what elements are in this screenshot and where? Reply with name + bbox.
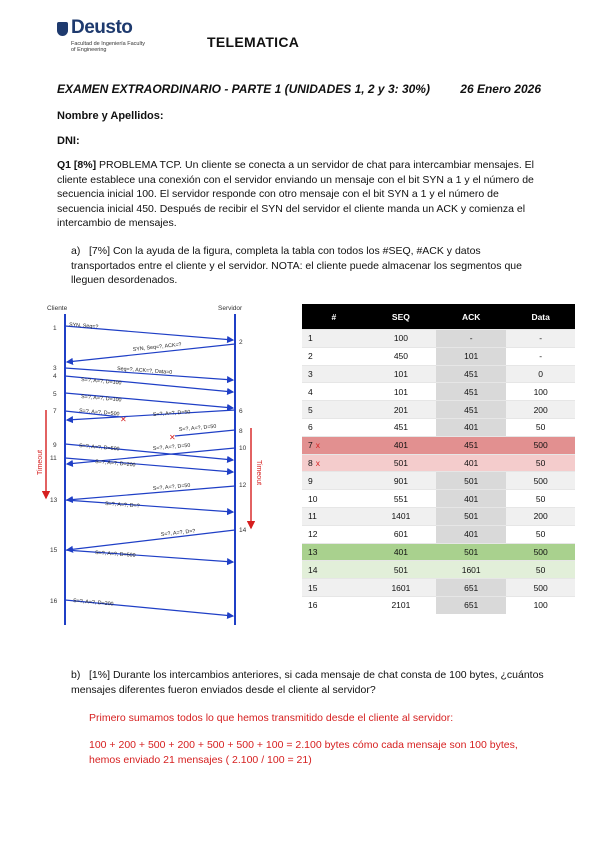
ack-cell-value: - [469, 333, 473, 344]
msg-label: S=?, A=?, D=50 [152, 409, 191, 418]
data-cell [506, 330, 575, 348]
ack-cell [436, 579, 506, 597]
row-number-value: 4 [308, 386, 313, 397]
seq-ack-table [302, 304, 575, 614]
ack-cell-value: 451 [464, 386, 479, 397]
ack-cell-value: 401 [464, 422, 479, 433]
table-row [302, 525, 575, 543]
right-num: 2 [239, 339, 243, 346]
data-cell-value: 50 [535, 422, 546, 433]
lost-marker-icon: x [315, 440, 320, 451]
left-num: 3 [53, 365, 57, 372]
qa-label: [7%] [89, 245, 111, 257]
seq-cell-value: 201 [393, 404, 408, 415]
right-num: 14 [239, 527, 247, 534]
table-row [302, 383, 575, 401]
seq-cell [366, 383, 436, 401]
ack-cell [436, 543, 506, 561]
data-cell [506, 525, 575, 543]
row-number [302, 490, 366, 508]
msg-label: S=?, A=?, D=50 [178, 423, 217, 433]
arrow-11 [65, 458, 233, 472]
ack-cell-value: 101 [464, 351, 479, 362]
table-row [302, 596, 575, 613]
data-cell [506, 561, 575, 579]
data-cell-value: 100 [533, 600, 548, 611]
table-row [302, 401, 575, 419]
msg-label: S=?, A=?, D=? [160, 528, 196, 538]
row-number [302, 365, 366, 383]
seq-cell-value: 901 [393, 475, 408, 486]
ack-cell [436, 525, 506, 543]
seq-cell [366, 347, 436, 365]
row-number [302, 543, 366, 561]
row-number [302, 579, 366, 597]
data-cell [506, 454, 575, 472]
answer-line-2: 100 + 200 + 500 + 200 + 500 + 500 + 100 = 2.100 bytes cómo cada mensaje son 100 bytes, hemos enviado 21 mensajes ( 2.100 / 100 = 21) [89, 739, 518, 766]
page-title: TELEMATICA [207, 34, 300, 50]
arrow-15 [65, 550, 233, 562]
msg-label: SYN, Seq=? [68, 322, 99, 331]
msg-label: S=?, A=?, D=200 [94, 459, 136, 469]
data-cell [506, 490, 575, 508]
ack-cell [436, 330, 506, 348]
ack-cell-value: 401 [464, 457, 479, 468]
table-row [302, 490, 575, 508]
col-header: SEQ [366, 304, 436, 330]
data-cell-value: - [539, 333, 543, 344]
row-number-value: 10 [308, 493, 318, 504]
row-number [302, 454, 366, 472]
msg-label: S=?, A=?, D=500 [78, 443, 120, 453]
seq-cell-value: 2101 [391, 600, 411, 611]
q1-label: Q1 [8%] [57, 159, 97, 171]
qb-label: [1%] [89, 669, 111, 681]
ack-cell [436, 418, 506, 436]
seq-cell [366, 418, 436, 436]
table-row [302, 365, 575, 383]
seq-cell [366, 490, 436, 508]
data-cell-value: 500 [533, 475, 548, 486]
msg-label: S=?, A=?, D=50 [152, 442, 191, 452]
server-label: Servidor [218, 305, 243, 312]
seq-cell [366, 579, 436, 597]
table-row [302, 472, 575, 490]
exam-title: EXAMEN EXTRAORDINARIO - PARTE 1 (UNIDADES 1, 2 y 3: 30%) [57, 82, 430, 96]
data-cell-value: 200 [533, 511, 548, 522]
table-header-row [302, 304, 575, 330]
data-cell [506, 383, 575, 401]
row-number-value: 14 [308, 564, 318, 575]
ack-cell-value: 401 [464, 493, 479, 504]
msg-label: S=?, A=?, D=500 [94, 550, 136, 559]
seq-cell-value: 1601 [391, 582, 411, 593]
row-number-value: 7 [308, 440, 313, 451]
row-number [302, 330, 366, 348]
seq-cell [366, 401, 436, 419]
name-label: Nombre y Apellidos: [57, 110, 164, 122]
table-row [302, 507, 575, 525]
row-number [302, 507, 366, 525]
tcp-sequence-diagram [33, 300, 262, 630]
seq-cell-value: 101 [393, 386, 408, 397]
left-num: 9 [53, 442, 57, 449]
left-num: 4 [53, 373, 57, 380]
msg-label: S=?, A=?, D=200 [72, 598, 114, 608]
left-num: 15 [50, 547, 58, 554]
seq-cell-value: 1401 [391, 511, 411, 522]
ack-cell-value: 451 [464, 368, 479, 379]
data-cell-value: 50 [535, 529, 546, 540]
ack-cell-value: 501 [464, 511, 479, 522]
row-number [302, 596, 366, 613]
seq-cell [366, 454, 436, 472]
seq-cell-value: 450 [393, 351, 408, 362]
left-num: 16 [50, 598, 58, 605]
left-num: 5 [53, 391, 57, 398]
qb-mark: b) [71, 669, 81, 681]
row-number-value: 15 [308, 582, 318, 593]
ack-cell-value: 451 [464, 404, 479, 415]
ack-cell-value: 651 [464, 600, 479, 611]
seq-cell [366, 543, 436, 561]
seq-cell-value: 501 [393, 564, 408, 575]
loss-x-icon: ✕ [169, 433, 176, 442]
question-1 [57, 158, 545, 231]
ack-cell [436, 436, 506, 454]
ack-cell [436, 507, 506, 525]
data-cell [506, 472, 575, 490]
ack-cell [436, 454, 506, 472]
row-number-value: 13 [308, 546, 318, 557]
row-number [302, 525, 366, 543]
seq-cell [366, 507, 436, 525]
right-num: 10 [239, 445, 247, 452]
msg-label: S=?, A=?, D=100 [80, 377, 122, 387]
data-cell [506, 365, 575, 383]
data-cell [506, 401, 575, 419]
seq-cell-value: 451 [393, 422, 408, 433]
row-number [302, 472, 366, 490]
arrow-13 [65, 500, 233, 512]
data-cell [506, 543, 575, 561]
data-cell [506, 579, 575, 597]
ack-cell [436, 596, 506, 613]
ack-cell [436, 561, 506, 579]
ack-cell-value: 501 [464, 475, 479, 486]
table-row [302, 330, 575, 348]
left-num: 13 [50, 497, 58, 504]
logo-name: Deusto [71, 17, 133, 38]
row-number [302, 383, 366, 401]
table-row [302, 436, 575, 454]
row-number [302, 561, 366, 579]
row-number-value: 8 [308, 457, 313, 468]
msg-label: SYN, Seq=?, ACK=? [132, 341, 182, 353]
data-cell [506, 436, 575, 454]
ack-cell-value: 501 [464, 546, 479, 557]
row-number-value: 12 [308, 529, 318, 540]
client-label: Cliente [47, 305, 68, 312]
row-number-value: 9 [308, 475, 313, 486]
exam-header [57, 82, 547, 96]
right-num: 12 [239, 482, 247, 489]
data-cell [506, 418, 575, 436]
seq-cell [366, 525, 436, 543]
data-cell-value: 500 [533, 546, 548, 557]
row-number-value: 3 [308, 368, 313, 379]
logo-subtitle: Facultad de Ingeniería Faculty of Engineering [71, 41, 145, 53]
row-number-value: 6 [308, 422, 313, 433]
left-num: 7 [53, 408, 57, 415]
row-number [302, 347, 366, 365]
seq-cell-value: 101 [393, 368, 408, 379]
seq-cell-value: 551 [393, 493, 408, 504]
seq-cell [366, 330, 436, 348]
seq-cell [366, 561, 436, 579]
col-header: Data [506, 304, 575, 330]
row-number [302, 401, 366, 419]
seq-cell [366, 596, 436, 613]
ack-cell [436, 401, 506, 419]
seq-cell-value: 100 [393, 333, 408, 344]
data-cell-value: 0 [538, 368, 544, 379]
msg-label: Seq=?, ACK=?, Data=0 [116, 366, 173, 376]
ack-cell-value: 651 [464, 582, 479, 593]
row-number-value: 16 [308, 600, 318, 611]
data-cell-value: - [539, 351, 543, 362]
left-num: 11 [50, 455, 57, 462]
col-header: ACK [436, 304, 506, 330]
table-row [302, 454, 575, 472]
row-number-value: 5 [308, 404, 313, 415]
arrow-12 [67, 486, 235, 500]
question-b [71, 668, 545, 697]
data-cell [506, 596, 575, 613]
ack-cell-value: 401 [464, 529, 479, 540]
right-num: 6 [239, 408, 243, 415]
ack-cell [436, 383, 506, 401]
ack-cell [436, 472, 506, 490]
table-row [302, 347, 575, 365]
question-a [71, 244, 545, 288]
left-num: 1 [53, 325, 57, 332]
row-number-value: 2 [308, 351, 313, 362]
shield-icon [57, 22, 68, 36]
q1-text: PROBLEMA TCP. Un cliente se conecta a un servidor de chat para intercambiar mensajes. El cliente establece una conexión con el servidor enviando un mensaje con el bit SYN a 1 y el número de secuencia inicial 100. El servidor responde con otro mensaje con el bit SYN a 1 y el número de secuencia inicial 450. Después de recibir el SYN del servidor el cliente manda un ACK y comienza el intercambio de mensajes. [57, 159, 535, 229]
data-cell-value: 100 [533, 386, 548, 397]
msg-label: S=?, A=?, D=50 [152, 482, 191, 492]
table-row [302, 543, 575, 561]
arrow-14 [67, 530, 235, 550]
msg-label: S=?, A=?, D=500 [78, 408, 120, 418]
qb-text: Durante los intercambios anteriores, si cada mensaje de chat consta de 100 bytes, ¿cuántos mensajes diferentes fueron enviados desde el cliente al servidor? [71, 669, 544, 696]
seq-cell-value: 601 [393, 529, 408, 540]
row-number [302, 418, 366, 436]
right-num: 8 [239, 428, 243, 435]
data-cell-value: 50 [535, 564, 546, 575]
answer-line-1: Primero sumamos todos lo que hemos transmitido desde el cliente al servidor: [89, 712, 454, 724]
ack-cell [436, 490, 506, 508]
data-cell [506, 507, 575, 525]
dni-label: DNI: [57, 135, 80, 147]
table-row [302, 418, 575, 436]
loss-x-icon: ✕ [120, 415, 127, 424]
msg-label: S=?, A=?, D=? [104, 501, 140, 510]
qa-mark: a) [71, 245, 81, 257]
table-row [302, 579, 575, 597]
ack-cell [436, 365, 506, 383]
seq-cell-value: 501 [393, 457, 408, 468]
seq-cell-value: 401 [393, 440, 408, 451]
data-cell-value: 50 [535, 457, 546, 468]
table-row [302, 561, 575, 579]
seq-cell-value: 401 [393, 546, 408, 557]
row-number [302, 436, 366, 454]
exam-date: 26 Enero 2026 [460, 82, 541, 96]
seq-cell [366, 472, 436, 490]
qa-text: Con la ayuda de la figura, completa la tabla con todos los #SEQ, #ACK y datos transportados entre el cliente y el servidor. NOTA: el cliente puede almacenar los segmentos que lleguen desordenados. [71, 245, 522, 286]
timeout-label-client: Timeout [37, 449, 44, 475]
ack-cell-value: 451 [464, 440, 479, 451]
data-cell-value: 200 [533, 404, 548, 415]
data-cell-value: 500 [533, 440, 548, 451]
data-cell-value: 500 [533, 582, 548, 593]
ack-cell [436, 347, 506, 365]
lost-marker-icon: x [315, 457, 320, 468]
data-cell [506, 347, 575, 365]
ack-cell-value: 1601 [461, 564, 481, 575]
deusto-logo [57, 17, 177, 62]
row-number-value: 11 [308, 511, 317, 522]
data-cell-value: 50 [535, 493, 546, 504]
timeout-label-server: Timeout [255, 460, 262, 486]
seq-cell [366, 436, 436, 454]
arrow-10 [67, 448, 235, 464]
col-header: # [302, 304, 366, 330]
msg-label: S=?, A=?, D=100 [80, 394, 122, 404]
row-number-value: 1 [308, 333, 313, 344]
seq-cell [366, 365, 436, 383]
